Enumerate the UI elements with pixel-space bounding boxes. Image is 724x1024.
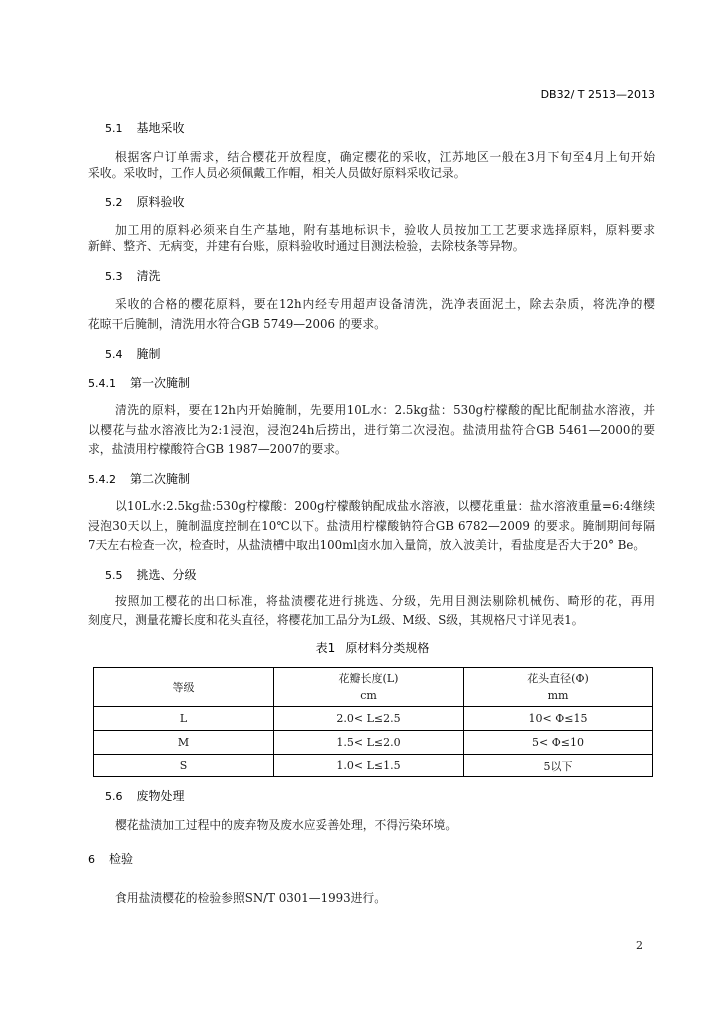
document-code: DB32/ T 2513—2013 bbox=[540, 88, 655, 101]
paragraph-line: 刻度尺，测量花瓣长度和花头直径，将樱花加工品分为L级、M级、S级，其规格尺寸详见表1。 bbox=[88, 613, 584, 627]
section-number: 5.4.1 bbox=[88, 377, 116, 390]
cell-grade: S bbox=[94, 755, 274, 777]
section-title: 清洗 bbox=[136, 269, 161, 283]
paragraph-line: 采收。采收时，工作人员必须佩戴工作帽，相关人员做好原料采收记录。 bbox=[88, 166, 466, 180]
section-number: 5.4.2 bbox=[88, 473, 116, 486]
heading-5-4-2 bbox=[88, 469, 190, 487]
paragraph-line: 7天左右检查一次，检查时，从盐渍槽中取出100ml卤水加入量筒，放入波美计，看盐度是否大于20° Be。 bbox=[88, 538, 646, 552]
header-petal-length-label: 花瓣长度(L) bbox=[338, 672, 399, 685]
header-petal-length-unit: cm bbox=[360, 689, 377, 702]
table-label: 表1 bbox=[315, 641, 336, 655]
cell-petal-length: 1.5< L≤2.0 bbox=[274, 731, 464, 755]
paragraph-5-4-1 bbox=[88, 401, 655, 460]
section-title: 原料验收 bbox=[136, 195, 185, 209]
heading-5-2 bbox=[105, 192, 185, 210]
section-number: 5.1 bbox=[105, 122, 123, 135]
section-title: 挑选、分级 bbox=[136, 568, 197, 582]
paragraph-5-1 bbox=[88, 149, 655, 181]
header-petal-length bbox=[274, 668, 464, 707]
section-number: 5.4 bbox=[105, 348, 123, 361]
table-title: 原材料分类规格 bbox=[345, 641, 430, 655]
table-caption bbox=[93, 639, 652, 657]
section-number: 5.3 bbox=[105, 270, 123, 283]
paragraph-5-5 bbox=[88, 592, 655, 630]
paragraph-5-2 bbox=[88, 222, 655, 254]
heading-6 bbox=[88, 849, 133, 867]
heading-5-6 bbox=[105, 786, 185, 804]
paragraph-line: 新鲜、整齐、无病变，并建有台账，原料验收时通过目测法检验，去除枝条等异物。 bbox=[88, 239, 525, 253]
heading-5-5 bbox=[105, 565, 197, 583]
paragraph-5-6 bbox=[88, 816, 655, 834]
paragraph-5-3 bbox=[88, 294, 655, 334]
section-number: 5.2 bbox=[105, 196, 123, 209]
page-number: 2 bbox=[636, 939, 643, 952]
header-head-diameter-label: 花头直径(Φ) bbox=[527, 672, 589, 685]
cell-grade: M bbox=[94, 731, 274, 755]
table-row bbox=[94, 755, 653, 777]
cell-petal-length: 2.0< L≤2.5 bbox=[274, 707, 464, 731]
cell-grade: L bbox=[94, 707, 274, 731]
section-title: 第一次腌制 bbox=[130, 376, 191, 390]
section-number: 5.5 bbox=[105, 569, 123, 582]
section-title: 腌制 bbox=[136, 347, 161, 361]
paragraph-line: 花晾干后腌制，清洗用水符合GB 5749—2006 的要求。 bbox=[88, 317, 386, 331]
cell-head-diameter: 10< Φ≤15 bbox=[464, 707, 653, 731]
table-row bbox=[94, 731, 653, 755]
section-title: 基地采收 bbox=[136, 121, 185, 135]
paragraph-line: 采收的合格的樱花原料，要在12h内经专用超声设备清洗，洗净表面泥土，除去杂质，将洗净的樱 bbox=[115, 297, 655, 311]
paragraph-line: 浸泡30天以上，腌制温度控制在10℃以下。盐渍用柠檬酸钠符合GB 6782—2009 的要求。腌制期间每隔 bbox=[88, 518, 655, 533]
header-head-diameter-unit: mm bbox=[547, 689, 569, 702]
section-title: 第二次腌制 bbox=[130, 472, 191, 486]
paragraph-5-4-2 bbox=[88, 497, 655, 556]
paragraph-line: 按照加工樱花的出口标准，将盐渍樱花进行挑选、分级，先用目测法剔除机械伤、畸形的花，再用 bbox=[115, 594, 655, 608]
heading-5-3 bbox=[105, 266, 161, 284]
section-title: 检验 bbox=[109, 852, 134, 866]
paragraph-line: 根据客户订单需求，结合樱花开放程度，确定樱花的采收，江苏地区一般在3月下旬至4月上旬开始 bbox=[115, 150, 655, 164]
section-number: 6 bbox=[88, 853, 95, 866]
specification-table bbox=[93, 667, 653, 777]
heading-5-4 bbox=[105, 344, 161, 362]
cell-petal-length: 1.0< L≤1.5 bbox=[274, 755, 464, 777]
cell-head-diameter: 5以下 bbox=[464, 755, 653, 777]
paragraph-6 bbox=[88, 889, 655, 907]
paragraph-line: 清洗的原料，要在12h内开始腌制，先要用10L水：2.5kg盐：530g柠檬酸的配比配制盐水溶液，并 bbox=[115, 403, 655, 417]
table-row bbox=[94, 707, 653, 731]
header-grade: 等级 bbox=[94, 668, 274, 707]
paragraph-line: 以10L水:2.5kg盐:530g柠檬酸：200g柠檬酸钠配成盐水溶液，以樱花重量：盐水溶液重量=6:4继续 bbox=[115, 499, 655, 513]
table-header-row bbox=[94, 668, 653, 707]
paragraph-line: 求，盐渍用柠檬酸符合GB 1987—2007的要求。 bbox=[88, 442, 347, 456]
cell-head-diameter: 5< Φ≤10 bbox=[464, 731, 653, 755]
paragraph-line: 以樱花与盐水溶液比为2:1浸泡，浸泡24h后捞出，进行第二次浸泡。盐渍用盐符合GB 5461—2000的要 bbox=[88, 422, 655, 437]
section-number: 5.6 bbox=[105, 790, 123, 803]
heading-5-4-1 bbox=[88, 373, 190, 391]
section-title: 废物处理 bbox=[136, 789, 185, 803]
paragraph-line: 食用盐渍樱花的检验参照SN/T 0301—1993进行。 bbox=[115, 891, 386, 905]
paragraph-line: 樱花盐渍加工过程中的废弃物及废水应妥善处理，不得污染环境。 bbox=[115, 818, 458, 832]
heading-5-1 bbox=[105, 118, 185, 136]
header-head-diameter bbox=[464, 668, 653, 707]
paragraph-line: 加工用的原料必须来自生产基地，附有基地标识卡，验收人员按加工工艺要求选择原料，原料要求 bbox=[115, 223, 655, 237]
